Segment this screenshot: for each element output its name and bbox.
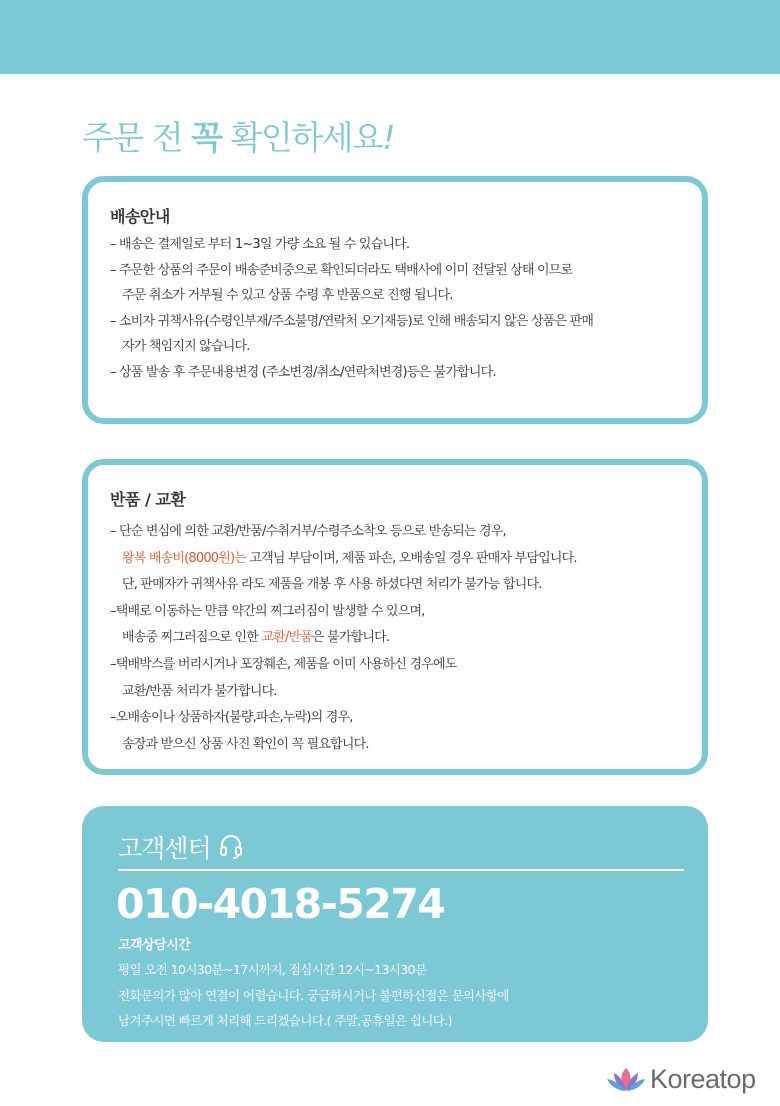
return-line: 왕복 배송비(8000원)는 고객님 부담이며, 제품 파손, 오배송일 경우 판매자 부담입니다. — [122, 550, 577, 566]
headset-icon — [219, 834, 243, 860]
return-line: –오배송이나 상품하자(불량,파손,누락)의 경우, — [110, 710, 353, 726]
shipping-fee-highlight: 왕복 배송비(8000원)는 — [122, 550, 247, 566]
delivery-line: – 주문한 상품의 주문이 배송준비중으로 확인되더라도 택배사에 이미 전달된 상태 이므로 — [110, 262, 573, 278]
return-lines — [110, 519, 692, 758]
delivery-lines — [110, 232, 692, 386]
return-line: 교환/반품 처리가 불가합니다. — [122, 683, 277, 699]
return-exchange-box — [82, 459, 708, 775]
delivery-line: 주문 취소가 거부될 수 있고 상품 수령 후 반품으로 진행 됩니다. — [122, 288, 453, 304]
return-line: – 단순 변심에 의한 교환/반품/수취거부/수령주소착오 등으로 반송되는 경우, — [110, 524, 506, 539]
return-line: –택배로 이동하는 만큼 약간의 찌그러짐이 발생할 수 있으며, — [110, 603, 425, 619]
hours-line: 평일 오전 10시30분~17시까지, 점심시간 12시~13시30분 — [118, 962, 427, 977]
hours-label: 고객상담시간 — [118, 938, 191, 953]
customer-center-box — [82, 806, 708, 1042]
return-line: 단, 판매자가 귀책사유 라도 제품을 개봉 후 사용 하셨다면 처리가 불가능 합니다. — [122, 577, 542, 593]
exchange-return-highlight: 교환/반품 — [261, 630, 312, 646]
return-line: 송장과 받으신 상품 사진 확인이 꼭 필요합니다. — [122, 736, 369, 752]
hours-line: 남겨주시면 빠르게 처리해 드리겠습니다.( 주말,공휴일은 쉽니다.) — [118, 1013, 452, 1028]
hours-lines — [118, 957, 509, 1034]
title-emphasis: 꼭 — [191, 118, 222, 157]
delivery-line: 자가 책임지지 않습니다. — [122, 339, 250, 355]
phone-number: 010-4018-5274 — [116, 880, 445, 928]
delivery-line: – 소비자 귀책사유(수령인부재/주소불명/연락처 오기재등)로 인해 배송되지 않은 상품은 판매 — [110, 313, 594, 329]
delivery-heading: 배송안내 — [110, 207, 170, 226]
customer-center-title: 고객센터 — [118, 829, 243, 865]
divider — [118, 869, 684, 871]
top-banner — [0, 0, 780, 74]
delivery-line: – 상품 발송 후 주문내용변경 (주소변경/취소/연락처변경)등은 불가합니다. — [110, 364, 496, 380]
page-title: 주문 전 꼭 확인하세요! — [82, 118, 395, 157]
brand-logo — [606, 1064, 756, 1095]
lotus-icon — [606, 1066, 646, 1094]
return-line: –택배박스를 버리시거나 포장훼손, 제품을 이미 사용하신 경우에도 — [110, 656, 457, 672]
delivery-info-box — [82, 176, 708, 424]
hours-line: 전화문의가 많아 연결이 어렵습니다. 궁금하시거나 불편하신점은 문의사항에 — [118, 987, 509, 1003]
brand-name: Koreatop — [650, 1064, 756, 1094]
return-line: 배송중 찌그러짐으로 인한 교환/반품은 불가합니다. — [122, 630, 390, 646]
return-heading: 반품 / 교환 — [110, 490, 186, 509]
title-exclamation: ! — [382, 118, 395, 157]
delivery-line: – 배송은 결제일로 부터 1~3일 가량 소요 될 수 있습니다. — [110, 237, 410, 252]
